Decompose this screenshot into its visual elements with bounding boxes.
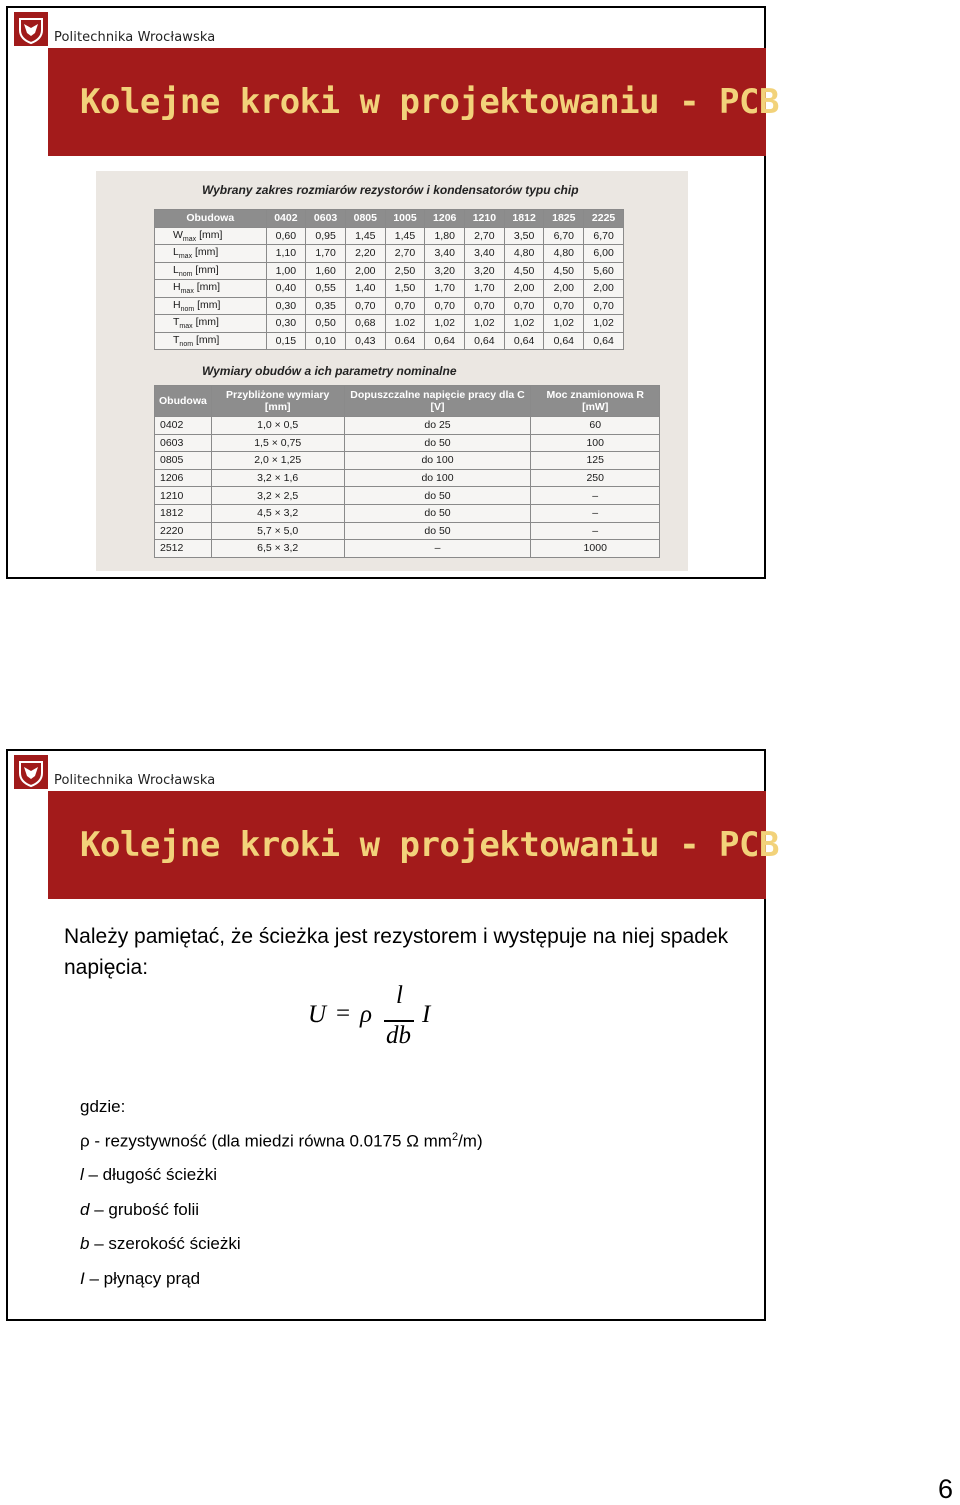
definition-d [80, 1200, 199, 1220]
table-row [155, 245, 624, 263]
table-cell: 60 [531, 417, 660, 435]
table-cell: – [531, 504, 660, 522]
university-name: Politechnika Wrocławska [54, 773, 216, 788]
row-label: 1812 [155, 504, 212, 522]
definition-superscript: 2 [451, 1131, 459, 1143]
column-header: 2225 [584, 210, 624, 228]
column-header: Obudowa [155, 386, 212, 417]
table-cell: 6,5 × 3,2 [211, 540, 344, 558]
table-cell: 125 [531, 452, 660, 470]
table-cell: 2,00 [504, 280, 544, 298]
table-cell: 0,70 [465, 297, 505, 315]
table-row [155, 522, 660, 540]
table-cell: 5,7 × 5,0 [211, 522, 344, 540]
table2-caption: Wymiary obudów a ich parametry nominalne [202, 364, 457, 378]
row-label: 2512 [155, 540, 212, 558]
definition-text: – płynący prąd [84, 1269, 201, 1288]
table-cell: 1,0 × 0,5 [211, 417, 344, 435]
table-cell: 100 [531, 434, 660, 452]
row-label: $W_{max}$ [mm] [155, 227, 267, 245]
table-cell: 1,10 [266, 245, 306, 263]
table-row [155, 227, 624, 245]
university-name: Politechnika Wrocławska [54, 30, 216, 45]
table-cell: 5,60 [584, 262, 624, 280]
table-cell: 1,02 [544, 315, 584, 333]
left-margin [8, 899, 48, 1319]
table-cell: 4,50 [504, 262, 544, 280]
row-label: $T_{nom}$ [mm] [155, 332, 267, 350]
table-cell: 6,70 [584, 227, 624, 245]
table-cell: 0,50 [306, 315, 346, 333]
table-cell: 6,70 [544, 227, 584, 245]
definition-symbol: ρ [80, 1131, 90, 1151]
table-cell: 0,30 [266, 297, 306, 315]
definition-text: – długość ścieżki [83, 1165, 218, 1184]
row-label: $T_{max}$ [mm] [155, 315, 267, 333]
table-row [155, 297, 624, 315]
table-cell: 4,80 [504, 245, 544, 263]
table-cell: 0,15 [266, 332, 306, 350]
column-header: Przybliżone wymiary [mm] [211, 386, 344, 417]
table-row [155, 315, 624, 333]
table-cell: 0,35 [306, 297, 346, 315]
table-cell: 0,64 [425, 332, 465, 350]
table-cell: 0,64 [504, 332, 544, 350]
table-cell: 1,70 [465, 280, 505, 298]
table-cell: do 50 [344, 487, 531, 505]
table-cell: 1,45 [385, 227, 425, 245]
table-row [155, 487, 660, 505]
table-cell: 1000 [531, 540, 660, 558]
formula-denominator: db [386, 1022, 411, 1049]
column-header: Moc znamionowa R [mW] [531, 386, 660, 417]
table-cell: 3,50 [504, 227, 544, 245]
table-row [155, 332, 624, 350]
title-banner [48, 48, 779, 156]
table-cell: 0,70 [584, 297, 624, 315]
column-header: 1210 [465, 210, 505, 228]
definition-symbol: b [80, 1234, 90, 1253]
scanned-book-page [96, 171, 688, 571]
table-row [155, 452, 660, 470]
where-label: gdzie: [80, 1097, 126, 1116]
slide-2 [6, 749, 779, 1321]
definition-tail: /m) [458, 1131, 483, 1151]
row-label: $L_{max}$ [mm] [155, 245, 267, 263]
table-cell: 1,50 [385, 280, 425, 298]
university-logo [14, 12, 48, 46]
table-cell: 2,00 [544, 280, 584, 298]
column-header: 1206 [425, 210, 465, 228]
table-cell: 3,20 [465, 262, 505, 280]
table-row [155, 504, 660, 522]
table-cell: 0,70 [544, 297, 584, 315]
table-cell: 0,64 [584, 332, 624, 350]
table-cell: do 100 [344, 469, 531, 487]
table-cell: do 25 [344, 417, 531, 435]
definition-b [80, 1234, 241, 1254]
table-cell: 1,40 [345, 280, 385, 298]
table-cell: 1,60 [306, 262, 346, 280]
definition-text: – grubość folii [89, 1200, 200, 1219]
formula-lhs: U [308, 1001, 327, 1028]
table-cell: – [531, 522, 660, 540]
table-cell: 4,80 [544, 245, 584, 263]
formula-current: I [422, 1001, 431, 1028]
definition-symbol: d [80, 1200, 90, 1219]
table-cell: 0,55 [306, 280, 346, 298]
table-cell: 3,2 × 1,6 [211, 469, 344, 487]
table-cell: 0.64 [385, 332, 425, 350]
page-number: 6 [938, 1474, 954, 1504]
table-cell: 6,00 [584, 245, 624, 263]
definition-text: - rezystywność (dla miedzi równa 0.0175 Ω mm [89, 1131, 452, 1151]
table1-caption: Wybrany zakres rozmiarów rezystorów i kondensatorów typu chip [202, 183, 579, 197]
formula-rho: ρ [360, 1001, 372, 1028]
column-header: 0805 [345, 210, 385, 228]
column-header: Dopuszczalne napięcie pracy dla C [V] [344, 386, 531, 417]
table-cell: 1,45 [345, 227, 385, 245]
table-cell: do 50 [344, 504, 531, 522]
table-cell: 1,70 [306, 245, 346, 263]
table-cell: – [531, 487, 660, 505]
table-row [155, 417, 660, 435]
table-cell: 2,70 [465, 227, 505, 245]
table-cell: 4,5 × 3,2 [211, 504, 344, 522]
table-cell: 0,70 [385, 297, 425, 315]
column-header: 0402 [266, 210, 306, 228]
table-cell: 3,40 [465, 245, 505, 263]
slide-1 [6, 6, 779, 579]
package-parameters-table [154, 385, 660, 558]
table-cell: 2,20 [345, 245, 385, 263]
column-header: Obudowa [155, 210, 267, 228]
formula-numerator: l [396, 982, 403, 1009]
table-cell: 0,43 [345, 332, 385, 350]
table-cell: 2,50 [385, 262, 425, 280]
row-label: 1210 [155, 487, 212, 505]
table-cell: 3,2 × 2,5 [211, 487, 344, 505]
table-header-row [155, 210, 624, 228]
table-cell: 0,10 [306, 332, 346, 350]
table-cell: 2,0 × 1,25 [211, 452, 344, 470]
table-row [155, 262, 624, 280]
table-cell: 0,70 [425, 297, 465, 315]
definition-symbol: I [80, 1269, 85, 1288]
voltage-drop-formula [308, 982, 448, 1057]
table-cell: 1,02 [584, 315, 624, 333]
row-label: 2220 [155, 522, 212, 540]
table-cell: 3,40 [425, 245, 465, 263]
university-logo [14, 755, 48, 789]
definition-i [80, 1269, 200, 1289]
formula-equals: = [336, 1000, 351, 1027]
table-cell: 1,02 [425, 315, 465, 333]
column-header: 1812 [504, 210, 544, 228]
table-cell: 1,00 [266, 262, 306, 280]
table-cell: 0,60 [266, 227, 306, 245]
table-cell: do 50 [344, 434, 531, 452]
table-cell: 0,70 [345, 297, 385, 315]
row-label: $H_{nom}$ [mm] [155, 297, 267, 315]
table-cell: – [344, 540, 531, 558]
table-cell: 0,40 [266, 280, 306, 298]
table-cell: 1,80 [425, 227, 465, 245]
table-row [155, 434, 660, 452]
table-cell: do 100 [344, 452, 531, 470]
table-cell: 4,50 [544, 262, 584, 280]
table-row [155, 469, 660, 487]
column-header: 1825 [544, 210, 584, 228]
column-header: 1005 [385, 210, 425, 228]
table-cell: do 50 [344, 522, 531, 540]
table-row [155, 280, 624, 298]
table-cell: 1.02 [385, 315, 425, 333]
table-cell: 0,64 [544, 332, 584, 350]
row-label: 0603 [155, 434, 212, 452]
table-cell: 2,00 [584, 280, 624, 298]
table-cell: 2,70 [385, 245, 425, 263]
chip-sizes-table [154, 209, 624, 350]
row-label: 0805 [155, 452, 212, 470]
table-cell: 0,64 [465, 332, 505, 350]
definition-rho [80, 1131, 483, 1152]
row-label: $H_{max}$ [mm] [155, 280, 267, 298]
row-label: $L_{nom}$ [mm] [155, 262, 267, 280]
definition-text: – szerokość ścieżki [89, 1234, 241, 1253]
table-cell: 0,70 [504, 297, 544, 315]
table-cell: 0,95 [306, 227, 346, 245]
table-cell: 1,02 [504, 315, 544, 333]
table-row [155, 540, 660, 558]
table-cell: 0,68 [345, 315, 385, 333]
intro-text: Należy pamiętać, że ścieżka jest rezystorem i występuje na niej spadek napięcia: [64, 925, 729, 979]
definition-l [80, 1165, 217, 1185]
table-cell: 3,20 [425, 262, 465, 280]
row-label: 1206 [155, 469, 212, 487]
table-cell: 250 [531, 469, 660, 487]
table-cell: 0,30 [266, 315, 306, 333]
definition-symbol: l [80, 1165, 84, 1184]
title-banner [48, 791, 779, 899]
table-header-row [155, 386, 660, 417]
table-cell: 2,00 [345, 262, 385, 280]
left-margin [8, 156, 48, 577]
table-cell: 1,5 × 0,75 [211, 434, 344, 452]
slide-title: Kolejne kroki w projektowaniu - PCB [80, 825, 779, 865]
slide-title: Kolejne kroki w projektowaniu - PCB [80, 82, 779, 122]
table-cell: 1,70 [425, 280, 465, 298]
table-cell: 1,02 [465, 315, 505, 333]
column-header: 0603 [306, 210, 346, 228]
row-label: 0402 [155, 417, 212, 435]
